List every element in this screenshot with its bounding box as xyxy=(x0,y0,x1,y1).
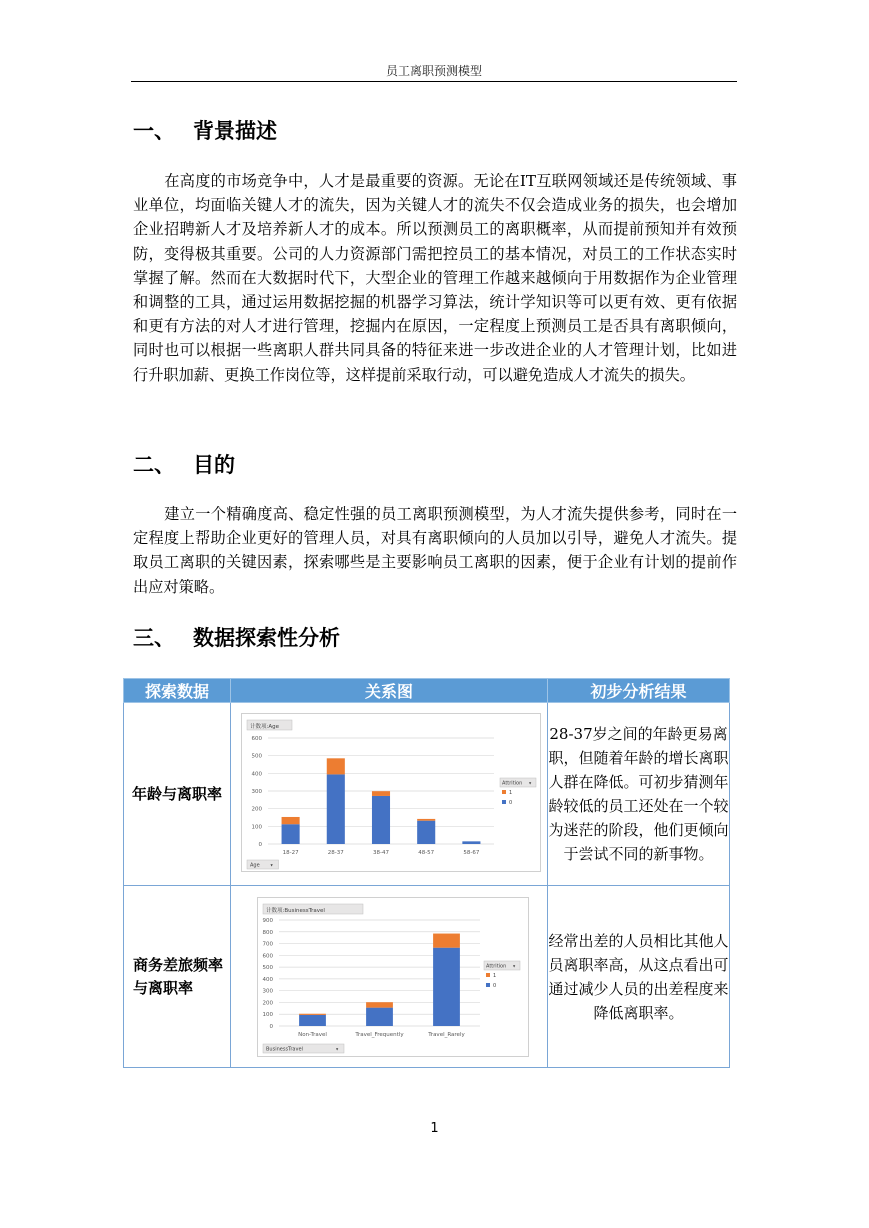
legend-title: Attrition xyxy=(502,780,523,787)
chart-cell xyxy=(231,703,548,886)
y-tick-label: 600 xyxy=(251,736,262,742)
section-heading-purpose xyxy=(133,449,235,479)
row-label: 商务差旅频率与离职率 xyxy=(124,886,231,1068)
y-tick-label: 300 xyxy=(262,988,273,995)
section-title: 背景描述 xyxy=(193,119,277,143)
y-tick-label: 100 xyxy=(251,824,262,831)
y-tick-label: 700 xyxy=(262,941,273,948)
axis-field-label: BusinessTravel xyxy=(266,1046,303,1053)
x-tick-label: Non-Travel xyxy=(298,1032,327,1038)
dropdown-arrow-icon: ▾ xyxy=(270,863,273,869)
background-text: 在高度的市场竞争中，人才是最重要的资源。无论在IT互联网领域还是传统领域、事业单位，均面临关键人才的流失，因为关键人才的流失不仅会造成业务的损失，也会增加企业招聘新人才及培养新人才的成本。所以预测员工的离职概率，从而提前预知并有效预防，变得极其重要。公司的人力资源部门需把控员工的基本情况，对员工的工作状态实时掌握了解。然而在大数据时代下，大型企业的管理工作越来越倾向于用数据作为企业管理和调整的工具，通过运用数据挖掘的机器学习算法，统计学知识等可以更有效、更有依据和更有方法的对人才进行管理，挖掘内在原因，一定程度上预测员工是否具有离职倾向，同时也可以根据一些离职人群共同具备的特征来进一步改进企业的人才管理计划，比如进行升职加薪、更换工作岗位等，这样提前采取行动，可以避免造成人才流失的损失。 xyxy=(133,172,737,384)
table-header-row xyxy=(124,679,730,703)
page-header: 员工离职预测模型 xyxy=(385,64,482,78)
y-tick-label: 0 xyxy=(269,1024,273,1030)
bar-segment-0 xyxy=(372,796,390,844)
y-tick-label: 100 xyxy=(262,1012,273,1019)
section-heading-eda xyxy=(133,622,340,652)
y-tick-label: 900 xyxy=(262,918,273,924)
chart-svg xyxy=(242,714,540,871)
y-tick-label: 500 xyxy=(251,753,262,760)
y-tick-label: 400 xyxy=(251,771,262,778)
background-paragraph xyxy=(133,169,737,387)
section-number: 三、 xyxy=(133,626,175,650)
x-tick-label: 58-67 xyxy=(463,850,480,856)
bar-segment-0 xyxy=(417,821,435,844)
legend-label: 0 xyxy=(509,800,513,806)
y-tick-label: 400 xyxy=(262,976,273,983)
y-tick-label: 0 xyxy=(258,842,262,848)
legend-label: 1 xyxy=(509,790,513,796)
legend-title: Attrition xyxy=(486,963,507,970)
y-tick-label: 300 xyxy=(251,789,262,795)
table-header-cell: 探索数据 xyxy=(124,679,231,703)
y-tick-label: 500 xyxy=(262,965,273,972)
x-tick-label: 48-57 xyxy=(418,850,435,856)
bar-segment-1 xyxy=(417,819,435,821)
y-tick-label: 600 xyxy=(262,953,273,960)
table-row xyxy=(124,703,730,886)
x-tick-label: 18-27 xyxy=(282,850,299,856)
legend-label: 0 xyxy=(493,983,497,989)
y-tick-label: 200 xyxy=(251,806,262,813)
y-tick-label: 200 xyxy=(262,1000,273,1007)
dropdown-arrow-icon: ▾ xyxy=(529,781,532,787)
legend-swatch-0 xyxy=(502,800,506,804)
bar-segment-0 xyxy=(282,824,300,844)
table-row xyxy=(124,886,730,1068)
purpose-text: 建立一个精确度高、稳定性强的员工离职预测模型，为人才流失提供参考，同时在一定程度上帮助企业更好的管理人员，对具有离职倾向的人员加以引导，避免人才流失。提取员工离职的关键因素，探索哪些是主要影响员工离职的因素，便于企业有计划的提前作出应对策略。 xyxy=(133,505,737,596)
x-tick-label: 28-37 xyxy=(327,850,344,856)
legend-swatch-1 xyxy=(502,790,506,794)
business-travel-chart xyxy=(257,897,529,1057)
purpose-paragraph xyxy=(133,502,737,599)
x-tick-label: Travel_Frequently xyxy=(355,1032,404,1038)
section-title: 目的 xyxy=(193,453,235,477)
section-number: 一、 xyxy=(133,119,175,143)
bar-segment-1 xyxy=(372,791,390,796)
table-header-cell: 初步分析结果 xyxy=(548,679,730,703)
bar-segment-1 xyxy=(433,934,460,948)
dropdown-arrow-icon: ▾ xyxy=(513,964,516,970)
legend-swatch-0 xyxy=(486,983,490,987)
age-attrition-chart xyxy=(241,713,541,872)
section-number: 二、 xyxy=(133,453,175,477)
bar-segment-0 xyxy=(433,948,460,1026)
x-tick-label: 38-47 xyxy=(373,850,389,856)
legend-label: 1 xyxy=(493,973,497,979)
bar-segment-1 xyxy=(282,817,300,824)
section-title: 数据探索性分析 xyxy=(193,626,340,650)
eda-table xyxy=(123,678,730,1068)
analysis-result: 28-37岁之间的年龄更易离职，但随着年龄的增长离职人群在降低。可初步猜测年龄较低的员工还处在一个较为迷茫的阶段，他们更倾向于尝试不同的新事物。 xyxy=(548,703,730,886)
chart-title: 计数项:BusinessTravel xyxy=(266,908,325,914)
bar-segment-0 xyxy=(462,841,480,844)
axis-field-label: Age xyxy=(250,862,260,869)
table-header-cell: 关系图 xyxy=(231,679,548,703)
dropdown-arrow-icon: ▾ xyxy=(336,1047,339,1053)
bar-segment-1 xyxy=(327,758,345,774)
x-tick-label: Travel_Rarely xyxy=(428,1032,465,1038)
row-label: 年龄与离职率 xyxy=(124,703,231,886)
header-rule xyxy=(131,81,737,82)
bar-segment-1 xyxy=(299,1014,326,1015)
section-heading-background xyxy=(133,115,277,145)
bar-segment-0 xyxy=(366,1008,393,1026)
legend-swatch-1 xyxy=(486,973,490,977)
chart-cell xyxy=(231,886,548,1068)
bar-segment-0 xyxy=(299,1015,326,1026)
y-tick-label: 800 xyxy=(262,929,273,936)
chart-title: 计数项:Age xyxy=(250,724,279,730)
chart-svg xyxy=(258,898,528,1056)
bar-segment-1 xyxy=(366,1002,393,1007)
page-number: 1 xyxy=(430,1121,439,1136)
bar-segment-0 xyxy=(327,774,345,844)
analysis-result: 经常出差的人员相比其他人员离职率高，从这点看出可通过减少人员的出差程度来降低离职率。 xyxy=(548,886,730,1068)
